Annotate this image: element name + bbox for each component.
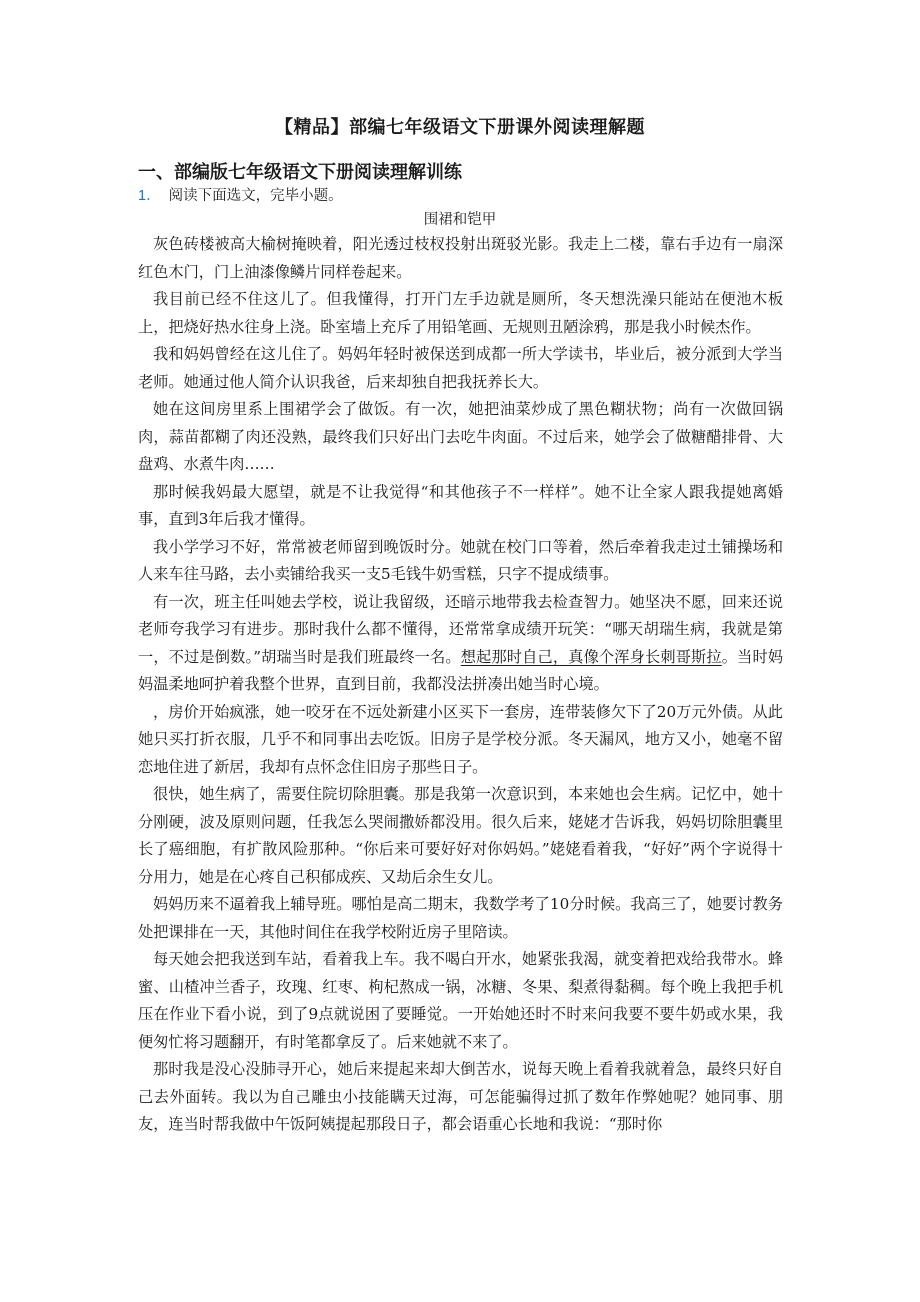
paragraph bbox=[138, 286, 783, 341]
paragraph bbox=[138, 699, 783, 782]
paragraph-text: 她在这间房里系上围裙学会了做饭。有一次，她把油菜炒成了黑色糊状物；尚有一次做回锅肉，蒜苗都糊了肉还没熟，最终我们只好出门去吃牛肉面。不过后来，她学会了做糖醋排骨、大盘鸡、水煮牛肉…… bbox=[138, 400, 783, 473]
paragraph-text: 那时候我妈最大愿望，就是不让我觉得“和其他孩子不一样样”。她不让全家人跟我提她离婚事，直到3年后我才懂得。 bbox=[138, 482, 783, 528]
paragraph bbox=[138, 781, 783, 891]
passage-body bbox=[138, 231, 783, 1139]
paragraph bbox=[138, 341, 783, 396]
paragraph bbox=[138, 589, 783, 699]
paragraph-text: 那时我是没心没肺寻开心，她后来提起来却大倒苦水，说每天晚上看着我就着急，最终只好自己去外面转。我以为自己雕虫小技能瞒天过海，可怎能骗得过抓了数年作弊她呢？她同事、朋友，连当时帮我做中午饭阿姨提起那段日子，都会语重心长地和我说：“那时你 bbox=[138, 1060, 783, 1133]
paragraph-text: 每天她会把我送到车站，看着我上车。我不喝白开水，她紧张我渴，就变着把戏给我带水。蜂蜜、山楂冲兰香子，玫瑰、红枣、枸杞熬成一锅，冰糖、冬果、梨煮得黏稠。每个晚上我把手机压在作业下看小说，到了9点就说困了要睡觉。一开始她还时不时来问我要不要牛奶或水果，我便匆忙将习题翻开，有时笔都拿反了。后来她就不来了。 bbox=[138, 950, 783, 1051]
paragraph bbox=[138, 231, 783, 286]
section-heading: 一、部编版七年级语文下册阅读理解训练 bbox=[138, 162, 462, 183]
question-number: 1． bbox=[138, 188, 161, 204]
passage-title: 围裙和铠甲 bbox=[423, 212, 497, 228]
paragraph bbox=[138, 396, 783, 479]
paragraph-text: ，房价开始疯涨，她一咬牙在不远处新建小区买下一套房，连带装修欠下了20万元外债。从此她只买打折衣服，几乎不和同事出去吃饭。旧房子是学校分派。冬天漏风，地方又小，她毫不留恋地住进了新居，我却有点怀念住旧房子那些日子。 bbox=[138, 702, 783, 776]
paragraph-text: 有一次，班主任叫她去学校，说让我留级，还暗示地带我去检查智力。她坚决不愿，回来还说老师夸我学习有进步。那时我什么都不懂得，还常常拿成绩开玩笑：“哪天胡瑞生病，我就是第一，不过是倒数。”胡瑞当时是我们班最终一名。 bbox=[138, 592, 783, 666]
paragraph-text: 我目前已经不住这儿了。但我懂得，打开门左手边就是厕所，冬天想洗澡只能站在便池木板上，把烧好热水往身上浇。卧室墙上充斥了用铅笔画、无规则丑陋涂鸦，那是我小时候杰作。 bbox=[138, 290, 783, 336]
question-prompt bbox=[138, 184, 343, 205]
paragraph bbox=[138, 479, 783, 534]
paragraph-text: 我小学学习不好，常常被老师留到晚饭时分。她就在校门口等着，然后牵着我走过土铺操场和人来车往马路，去小卖铺给我买一支5毛钱牛奶雪糕，只字不提成绩事。 bbox=[138, 537, 783, 583]
underlined-sentence: 想起那时自己，真像个浑身长刺哥斯拉 bbox=[460, 647, 722, 666]
paragraph bbox=[138, 891, 783, 946]
paragraph bbox=[138, 946, 783, 1056]
paragraph-text: 灰色砖楼被高大榆树掩映着，阳光透过枝杈投射出斑驳光影。我走上二楼，靠右手边有一扇深红色木门，门上油漆像鳞片同样卷起来。 bbox=[138, 235, 783, 281]
paragraph-text: 很快，她生病了，需要住院切除胆囊。那是我第一次意识到，本来她也会生病。记忆中，她十分刚硬，波及原则问题，任我怎么哭闹撒娇都没用。很久后来，姥姥才告诉我，妈妈切除胆囊里长了癌细胞，有扩散风险那种。“你后来可要好好对你妈妈。”姥姥看着我，“好好”两个字说得十分用力，她是在心疼自己积郁成疾、又劫后余生女儿。 bbox=[138, 785, 783, 886]
document-title: 【精品】部编七年级语文下册课外阅读理解题 bbox=[275, 117, 645, 138]
paragraph-text: 妈妈历来不逼着我上辅导班。哪怕是高二期末，我数学考了10分时候。我高三了，她要讨教务处把课排在一天，其他时间住在我学校附近房子里陪读。 bbox=[138, 895, 783, 941]
question-text: 阅读下面选文，完毕小题。 bbox=[168, 188, 343, 204]
paragraph bbox=[138, 534, 783, 589]
paragraph-text-continued: 。当时妈妈温柔地呵护着我整个世界，直到目前，我都没法拼凑出她当时心境。 bbox=[138, 647, 784, 693]
paragraph bbox=[138, 1056, 783, 1139]
paragraph-text: 我和妈妈曾经在这儿住了。妈妈年轻时被保送到成都一所大学读书，毕业后，被分派到大学当老师。她通过他人简介认识我爸，后来却独自把我抚养长大。 bbox=[138, 345, 783, 391]
